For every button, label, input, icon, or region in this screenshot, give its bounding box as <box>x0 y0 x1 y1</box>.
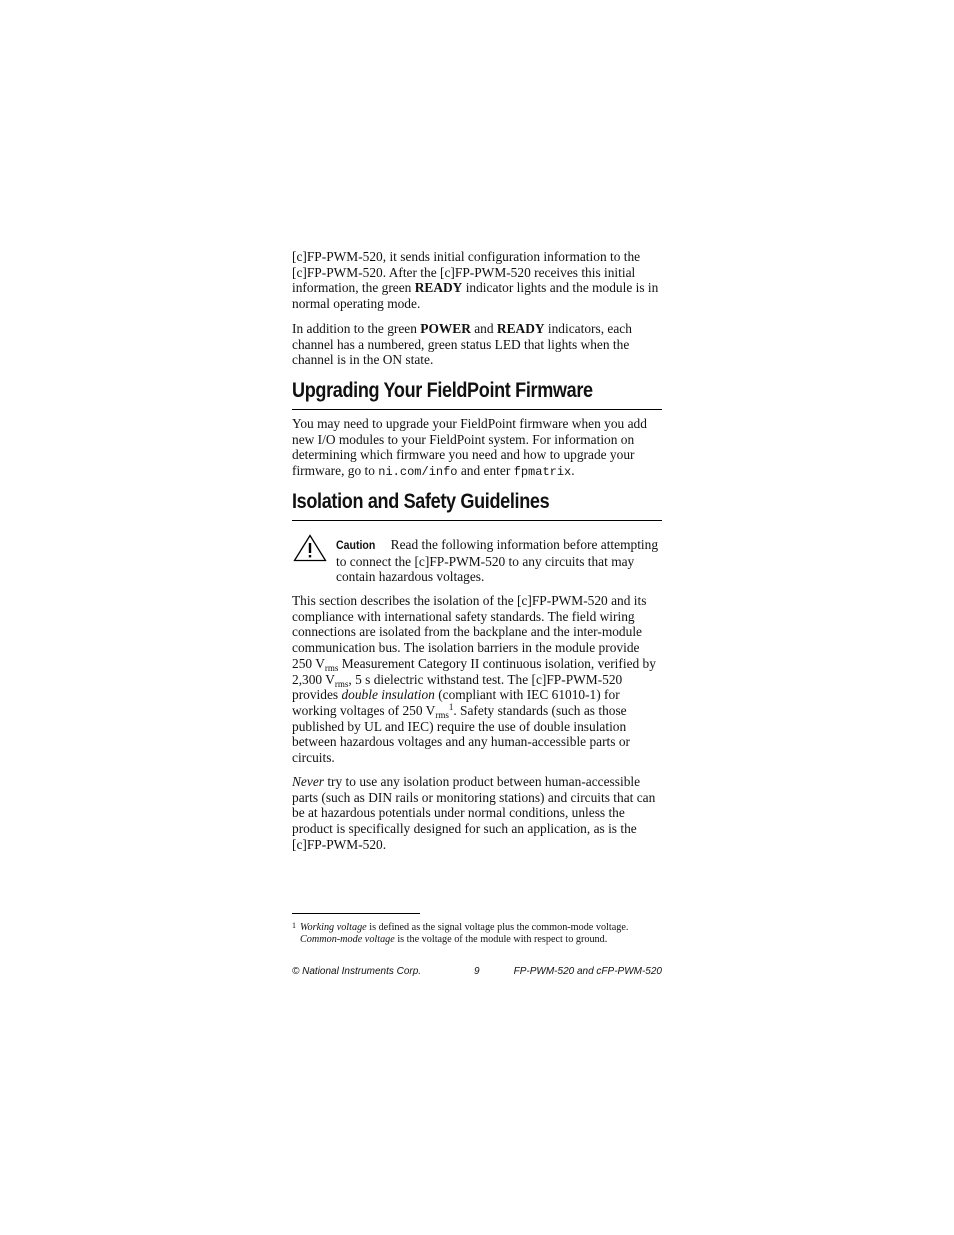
caution-label: Caution <box>336 538 376 552</box>
url-ni-info[interactable]: ni.com/info <box>378 465 458 480</box>
code-fpmatrix: fpmatrix <box>513 465 572 480</box>
subscript-rms: rms <box>324 662 339 673</box>
text-run: and enter <box>457 463 514 479</box>
paragraph-isolation <box>292 593 662 766</box>
heading-isolation-safety: Isolation and Safety Guidelines <box>292 490 550 513</box>
footer-product: FP-PWM-520 and cFP-PWM-520 <box>513 966 662 977</box>
text-run: [c]FP-PWM-520, it sends initial configuration information to the [c]FP-PWM-520. After the [c]FP-PWM-520 receives this initial information, the green <box>292 249 641 296</box>
text-run: Measurement Category II continuous isolation, verified by 2,300 V <box>292 655 656 687</box>
footnote-number: 1 <box>292 921 296 930</box>
footnote-rule <box>292 913 420 914</box>
caution-note <box>336 537 662 585</box>
paragraph-never <box>292 774 662 853</box>
heading-upgrading-firmware: Upgrading Your FieldPoint Firmware <box>292 379 593 402</box>
text-run: try to use any isolation product between human-accessible parts (such as DIN rails or monitoring stations) and circuits that can be at hazardous potentials under normal conditions, unless the product is specifically designed for such an application, as is the [c]FP-PWM-520. <box>292 774 656 852</box>
warning-triangle-icon <box>293 534 327 562</box>
paragraph-ready-indicator <box>292 249 662 312</box>
footer-copyright: © National Instruments Corp. <box>292 966 422 977</box>
text-run: and <box>470 321 497 336</box>
ready-label: READY <box>414 280 463 296</box>
text-run: indicator lights and the module is in normal operating mode. <box>292 280 659 312</box>
text-run: , 5 s dielectric withstand test. The [c]FP-PWM-520 provides <box>292 671 623 703</box>
footnote-term: Working voltage <box>300 922 367 933</box>
ready-label: READY <box>496 321 545 336</box>
paragraph-firmware <box>292 416 662 481</box>
footnote-line-1 <box>292 922 662 934</box>
paragraph-status-leds <box>292 321 662 368</box>
emphasis-double-insulation: double insulation <box>341 687 435 703</box>
text-run: is defined as the signal voltage plus the common-mode voltage. <box>366 922 629 933</box>
text-run: You may need to upgrade your FieldPoint firmware when you add new I/O modules to your FieldPoint system. For information on determining which firmware you need and how to upgrade your firmware, go to <box>292 416 647 479</box>
subscript-rms: rms <box>334 678 349 689</box>
caution-text: Read the following information before attempting to connect the [c]FP-PWM-520 to any circuits that may contain hazardous voltages. <box>336 537 659 585</box>
subscript-rms: rms <box>435 709 449 720</box>
power-label: POWER <box>420 321 471 336</box>
footer-page-number: 9 <box>474 966 480 977</box>
heading-rule <box>292 520 662 521</box>
footnote-line-2 <box>292 934 662 946</box>
footnote-term: Common-mode voltage <box>300 934 395 946</box>
footnote <box>292 922 662 947</box>
emphasis-never: Never <box>292 774 324 789</box>
footnote-ref[interactable]: 1 <box>448 701 454 712</box>
text-run: indicators, each channel has a numbered, green status LED that lights when the channel is in the ON state. <box>292 321 632 368</box>
text-run: is the voltage of the module with respect to ground. <box>394 934 608 946</box>
text-run: (compliant with IEC 61010-1) for working voltages of 250 V <box>292 687 620 718</box>
text-run: . Safety standards (such as those published by UL and IEC) require the use of double insulation between hazardous voltages and any human-accessible parts or circuits. <box>292 702 630 766</box>
text-run: This section describes the isolation of the [c]FP-PWM-520 and its compliance with international safety standards. The field wiring connections are isolated from the backplane and the inter-module communication bus. The isolation barriers in the module provide 250 V <box>292 593 647 671</box>
text-run: In addition to the green <box>292 321 421 336</box>
text-run: . <box>571 463 575 479</box>
heading-rule <box>292 409 662 410</box>
